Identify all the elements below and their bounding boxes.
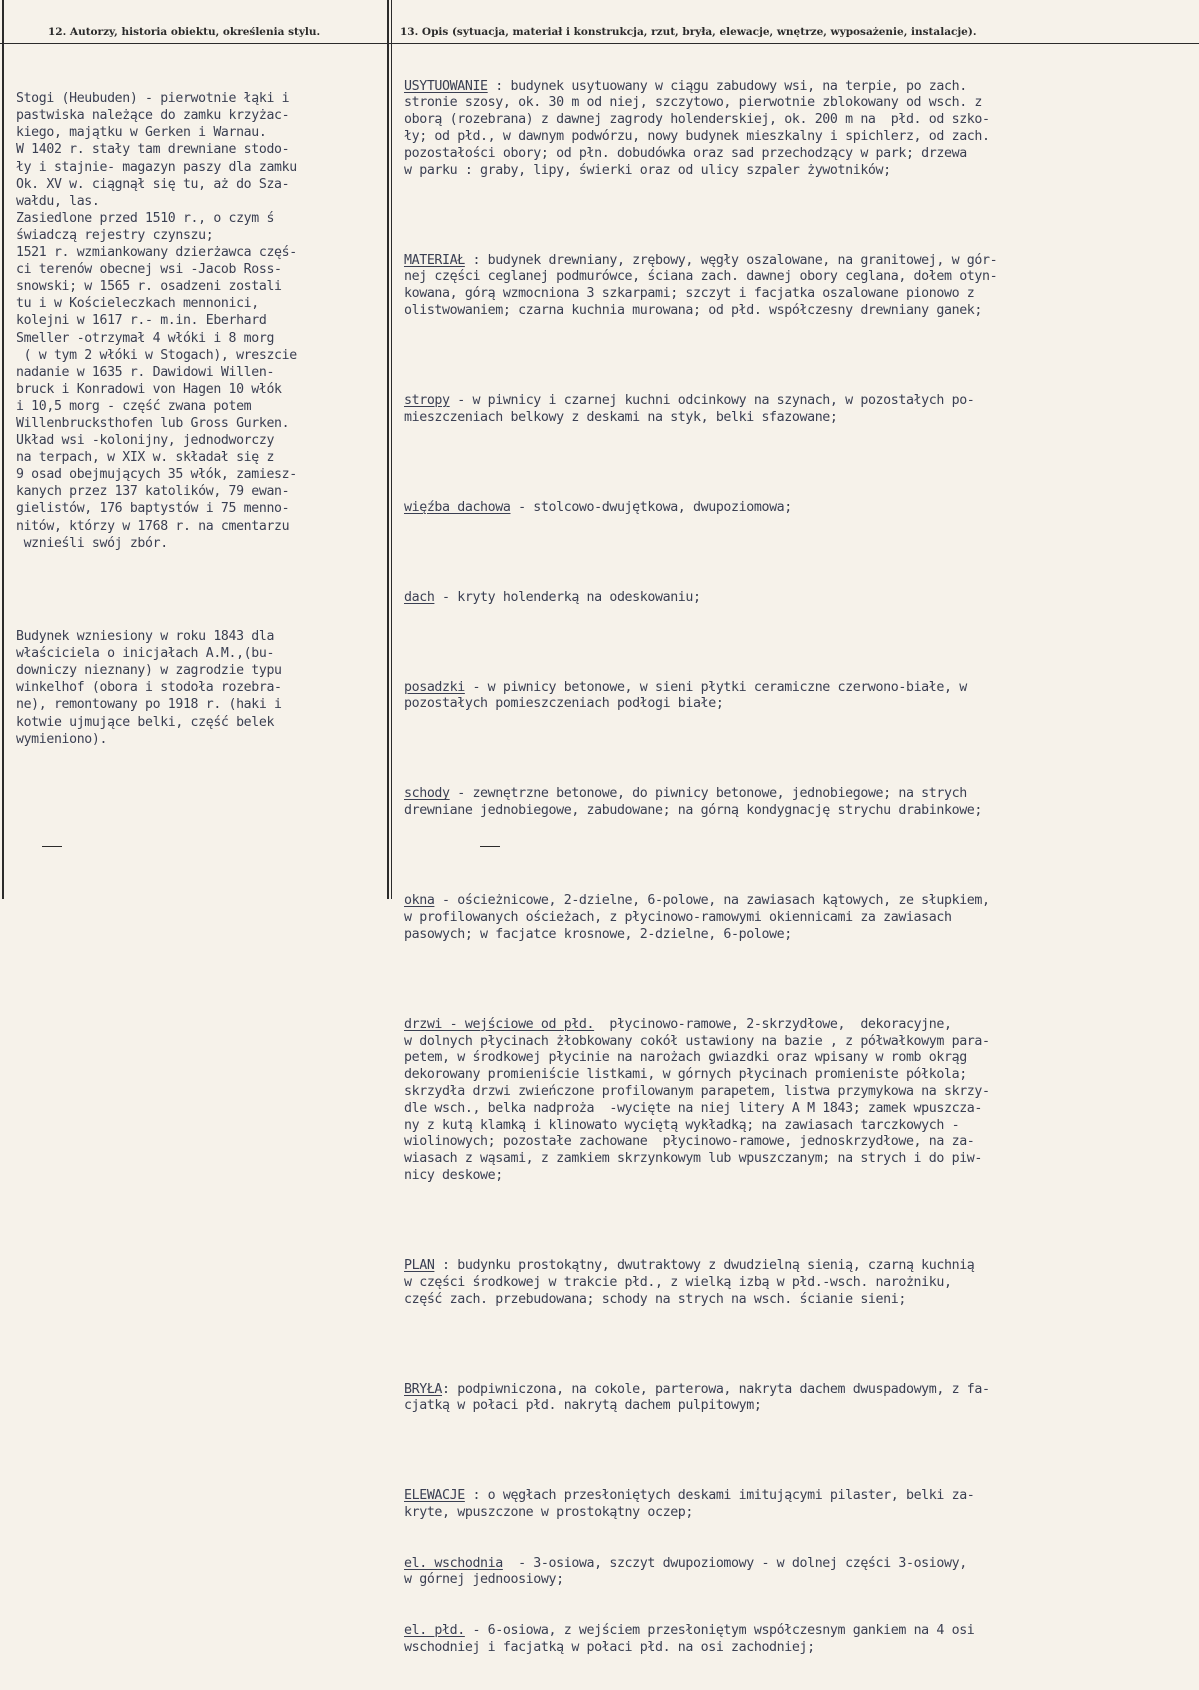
plan-text: : budynku prostokątny, dwutraktowy z dwudzielną sienią, czarną kuchnią w części środkowej w trakcie płd., z wielką izbą w płd.-wsch. narożniku, część zach. przebudowana; schody na strych na wsch. ścianie sieni; <box>404 1257 975 1307</box>
stropy-text: - w piwnicy i czarnej kuchni odcinkowy na szynach, w pozostałych po- mieszczeniach belkowy z deskami na styk, belki sfazowane; <box>404 392 975 425</box>
drzwi-label: drzwi - wejściowe od płd. <box>404 1016 595 1032</box>
bryla-label: BRYŁA <box>404 1381 443 1397</box>
construction-paragraph: Budynek wzniesiony w roku 1843 dla właściciela o inicjałach A.M.,(bu- downiczy nieznany) w zagrodzie typu winkelhof (obora i stodoła rozebra- ne), remontowany po 1918 r. (haki i kotwie ujmujące belki, część belek wymieniono). <box>16 629 282 747</box>
dach-label: dach <box>404 589 435 605</box>
elewacje-text: : o węgłach przesłoniętych deskami imitującymi pilaster, belki za- kryte, wpuszczone w prostokątny oczep; <box>404 1488 975 1521</box>
el-pld-text: - 6-osiowa, z wejściem przesłoniętym współczesnym gankiem na 4 osi wschodniej i facjatką w połaci płd. na osi zachodniej; <box>404 1622 975 1655</box>
usytuowanie-text: : budynek usytuowany w ciągu zabudowy wsi, na terpie, po zach. stronie szosy, ok. 30 m od niej, szczytowo, pierwotnie zblokowany od wsch. z oborą (rozebrana) z dawnej zagrody holenderskiej, ok. 200 m na płd. od szko- ły; od płd., w dawnym podwórzu, nowy budynek mieszkalny i spichlerz, od zach. pozostałości obory; od płn. dobudówka oraz sad przechodzący w park; drzewa w parku : graby, lipy, świerki oraz od ulicy szpaler żywotników; <box>404 78 990 178</box>
section-posadzki <box>404 680 1194 714</box>
history-column <box>16 56 386 782</box>
el-wschodnia-label: el. wschodnia <box>404 1555 503 1571</box>
elewacje-label: ELEWACJE <box>404 1488 465 1504</box>
section-dach <box>404 590 1194 607</box>
posadzki-text: - w piwnicy betonowe, w sieni płytki ceramiczne czerwono-białe, w pozostałych pomieszczeniach podłogi białe; <box>404 679 967 712</box>
material-text: : budynek drewniany, zrębowy, węgły oszalowane, na granitowej, w gór- nej części ceglanej podmurówce, ściana zach. dawnej obory ceglana, dołem otyn- kowana, górą wzmocniona 3 szkarpami; szczyt i facjatka oszalowane pionowo z olistwowaniem; czarna kuchnia murowana; od płd. współczesny drewniany ganek; <box>404 252 998 318</box>
right-column-header: 13. Opis (sytuacja, materiał i konstrukcja, rzut, bryła, elewacje, wnętrze, wyposażenie, instalacje). <box>400 26 977 38</box>
okna-text: - ościeżnicowe, 2-dzielne, 6-polowe, na zawiasach kątowych, ze słupkiem, w profilowanych ościeżach, z płycinowo-ramowymi okiennicami za zawiasach pasowych; w facjatce krosnowe, 2-dzielne, 6-polowe; <box>404 893 990 942</box>
wiezba-label: więźba dachowa <box>404 499 511 515</box>
section-bryla <box>404 1382 1194 1416</box>
footer-dash-left <box>42 846 62 847</box>
stropy-label: stropy <box>404 392 450 408</box>
section-schody <box>404 786 1194 820</box>
schody-text: - zewnętrzne betonowe, do piwnicy betonowe, jednobiegowe; na strych drewniane jednobiegowe, zabudowane; na górną kondygnację strychu drabinkowe; <box>404 786 983 819</box>
footer-dash-right <box>480 846 500 847</box>
section-drzwi <box>404 1017 1194 1185</box>
schody-label: schody <box>404 786 450 802</box>
plan-label: PLAN <box>404 1257 435 1273</box>
column-divider <box>387 0 389 899</box>
left-column-header: 12. Autorzy, historia obiektu, określenia stylu. <box>48 26 321 38</box>
section-material <box>404 253 1194 320</box>
okna-label: okna <box>404 893 435 909</box>
posadzki-label: posadzki <box>404 679 465 695</box>
el-wschodnia-text: - 3-osiowa, szczyt dwupoziomowy - w dolnej części 3-osiowy, w górnej jednoosiowy; <box>404 1555 967 1588</box>
wiezba-text: - stolcowo-dwujętkowa, dwupoziomowa; <box>510 499 792 515</box>
section-stropy <box>404 393 1194 427</box>
section-okna <box>404 893 1194 943</box>
header-rule <box>0 43 1199 44</box>
section-plan <box>404 1258 1194 1308</box>
el-pld-label: el. płd. <box>404 1622 465 1638</box>
usytuowanie-label: USYTUOWANIE <box>404 78 488 94</box>
section-usytuowanie <box>404 79 1194 180</box>
material-label: MATERIAŁ <box>404 252 465 268</box>
section-wiezba <box>404 500 1194 517</box>
column-divider-inner <box>391 0 392 899</box>
section-el-wschodnia <box>404 1556 1194 1590</box>
left-edge-rule <box>2 0 4 899</box>
history-paragraph: Stogi (Heubuden) - pierwotnie łąki i pastwiska należące do zamku krzyżac- kiego, majątku w Gerken i Warnau. W 1402 r. stały tam drewniane stodo- ły i stajnie- magazyn paszy dla zamku Ok. XV w. ciągnął się tu, aż do Sza- wałdu, las. Zasiedlone przed 1510 r., o czym ś świadczą rejestry czynszu; 1521 r. wzmiankowany dzierżawca częś- ci terenów obecnej wsi -Jacob Ross- snowski; w 1565 r. osadzeni zostali tu i w Kościeleczkach mennonici, kolejni w 1617 r.- m.in. Eberhard Smeller -otrzymał 4 włóki i 8 morg ( w tym 2 włóki w Stogach), wreszcie nadanie w 1635 r. Dawidowi Willen- bruck i Konradowi von Hagen 10 włók i 10,5 morg - część zwana potem Willenbrucksthofen lub Gross Gurken. Układ wsi -kolonijny, jednodworczy na terpach, w XIX w. składał się z 9 osad obejmujących 35 włók, zamiesz- kanych przez 137 katolików, 79 ewan- gielistów, 176 baptystów i 75 menno- nitów, którzy w 1768 r. na cmentarzu wznieśli swój zbór. <box>16 91 297 551</box>
dach-text: - kryty holenderką na odeskowaniu; <box>434 589 701 605</box>
bryla-text: : podpiwniczona, na cokole, parterowa, nakryta dachem dwuspadowym, z fa- cjatką w połaci płd. nakrytą dachem pulpitowym; <box>404 1381 990 1414</box>
section-elewacje <box>404 1488 1194 1522</box>
description-column <box>404 45 1194 1690</box>
drzwi-text: płycinowo-ramowe, 2-skrzydłowe, dekoracyjne, w dolnych płycinach żłobkowany cokół ustawiony na bazie , z półwałkowym para- petem, w środkowej płycinie na narożach gwiazdki oraz wpisany w romb okrąg dekorowany promieniście listkami, w górnych płycinach promieniste półkola; skrzydła drzwi zwieńczone profilowanym parapetem, listwa przymykowa na skrzy- dle wsch., belka nadproża -wycięte na niej litery A M 1843; zamek wpuszcza- ny z kutą klamką i klinowato wyciętą wykładką; na zawiasach tarczkowych - wiolinowych; pozostałe zachowane płycinowo-ramowe, jednoskrzydłowe, na za- wiasach z wąsami, z zamkiem skrzynkowym lub wpuszczanym; na strych i do piw- nicy deskowe; <box>404 1016 990 1183</box>
section-el-pld <box>404 1623 1194 1657</box>
